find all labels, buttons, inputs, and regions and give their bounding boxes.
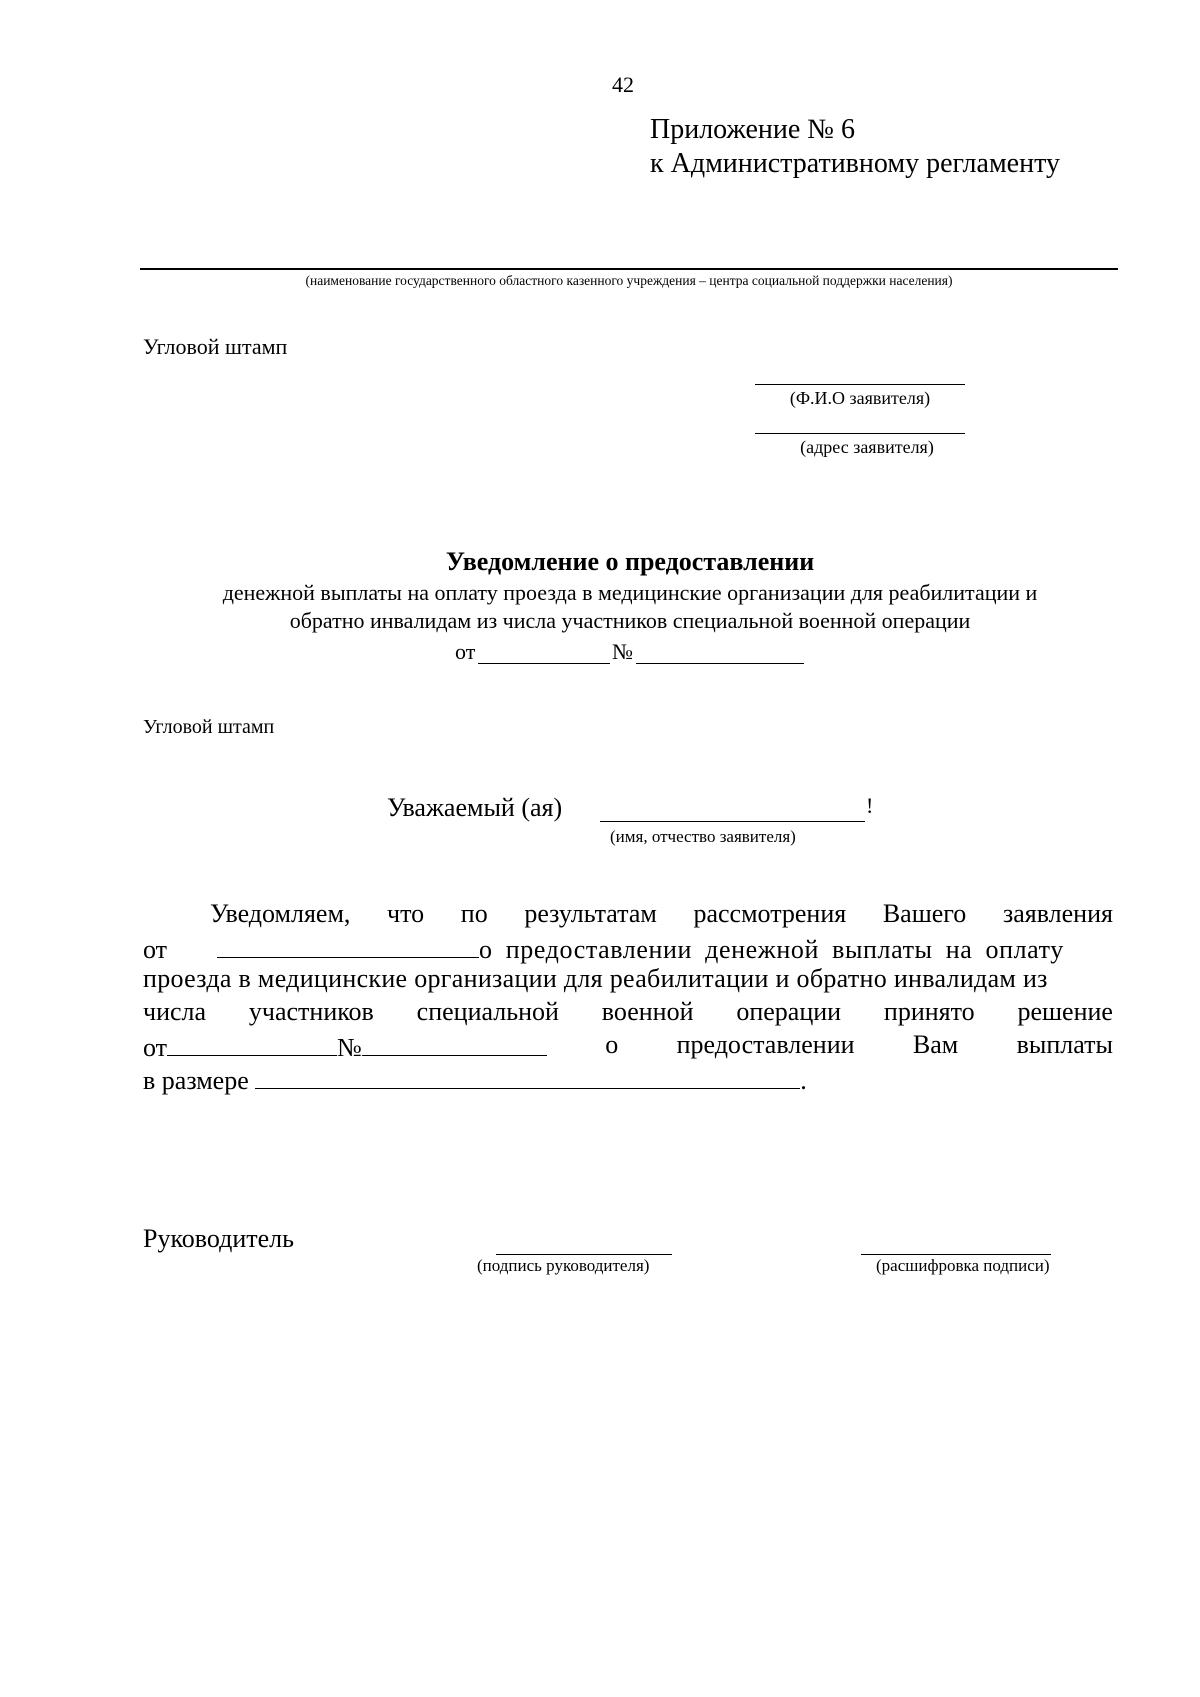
notice-subtitle-line-1: денежной выплаты на оплату проезда в медицинские организации для реабилитации и bbox=[222, 580, 1038, 605]
body-line-1 bbox=[210, 898, 1113, 930]
greeting-text: Уважаемый (ая) bbox=[387, 793, 563, 822]
body-word: принято bbox=[883, 997, 975, 1026]
greeting-exclamation: ! bbox=[866, 793, 874, 818]
signature-blank bbox=[496, 1254, 672, 1255]
body-word: по bbox=[460, 899, 488, 928]
application-date-blank bbox=[217, 931, 479, 958]
body-word: заявления bbox=[1002, 899, 1113, 928]
applicant-address-line bbox=[755, 433, 965, 434]
amount-blank bbox=[255, 1062, 800, 1089]
body-text-segment: проезда в медицинские организации для реабилитации и обратно инвалидам из bbox=[143, 964, 1048, 993]
notice-subtitle-line-2: обратно инвалидам из числа участников специальной военной операции bbox=[289, 608, 971, 633]
body-line-2 bbox=[143, 931, 1113, 966]
body-word: участников bbox=[248, 997, 374, 1026]
body-word: операции bbox=[736, 997, 842, 1026]
body-period: . bbox=[800, 1066, 807, 1095]
body-line-6 bbox=[143, 1062, 1113, 1097]
page-number: 42 bbox=[612, 72, 634, 97]
corner-stamp-label-2: Угловой штамп bbox=[143, 716, 275, 738]
appendix-subtitle: к Административному регламенту bbox=[650, 148, 1060, 179]
body-word: числа bbox=[143, 997, 207, 1026]
signature-decode-blank bbox=[861, 1254, 1051, 1255]
body-word: результатам bbox=[524, 899, 657, 928]
body-word: Вам bbox=[912, 1030, 959, 1059]
notice-date-blank bbox=[478, 663, 610, 664]
corner-stamp-label: Угловой штамп bbox=[143, 334, 288, 359]
greeting-name-blank bbox=[600, 821, 865, 822]
signature-caption: (подпись руководителя) bbox=[477, 1256, 650, 1275]
body-word: специальной bbox=[416, 997, 559, 1026]
decision-date-blank bbox=[167, 1029, 337, 1056]
notice-from-label: от bbox=[455, 639, 476, 664]
organization-name-line bbox=[140, 268, 1118, 270]
signature-decode-caption: (расшифровка подписи) bbox=[876, 1256, 1050, 1275]
body-word: рассмотрения bbox=[693, 899, 847, 928]
notice-title: Уведомление о предоставлении bbox=[445, 547, 815, 576]
body-text-segment: о предоставлении денежной выплаты на оплату bbox=[479, 935, 1064, 964]
body-word: Уведомляем, bbox=[210, 899, 351, 928]
manager-label: Руководитель bbox=[143, 1224, 294, 1253]
applicant-fio-line bbox=[755, 384, 965, 385]
body-word: решение bbox=[1017, 997, 1113, 1026]
amount-label: в размере bbox=[143, 1066, 249, 1095]
body-line-3 bbox=[143, 963, 1113, 995]
decision-ref bbox=[143, 1029, 547, 1064]
appendix-title: Приложение № 6 bbox=[650, 114, 855, 145]
organization-caption: (наименование государственного областного казенного учреждения – центра социальной поддержки населения) bbox=[305, 273, 953, 288]
body-from-label: от bbox=[143, 1033, 168, 1062]
decision-number-blank bbox=[362, 1029, 547, 1056]
applicant-fio-caption: (Ф.И.О заявителя) bbox=[789, 388, 931, 408]
body-word: выплаты bbox=[1016, 1030, 1113, 1059]
body-line-4 bbox=[143, 996, 1113, 1028]
greeting-caption: (имя, отчество заявителя) bbox=[610, 827, 796, 846]
body-word: что bbox=[387, 899, 425, 928]
body-number-label: № bbox=[337, 1033, 362, 1062]
body-word: предоставлении bbox=[676, 1030, 855, 1059]
body-word: Вашего bbox=[882, 899, 967, 928]
body-word: военной bbox=[601, 997, 694, 1026]
body-word: о bbox=[605, 1030, 619, 1059]
body-from-label: от bbox=[143, 935, 168, 964]
notice-number-label: № bbox=[612, 639, 633, 664]
body-line-5 bbox=[143, 1029, 1113, 1064]
notice-number-blank bbox=[636, 663, 804, 664]
applicant-address-caption: (адрес заявителя) bbox=[800, 437, 934, 457]
